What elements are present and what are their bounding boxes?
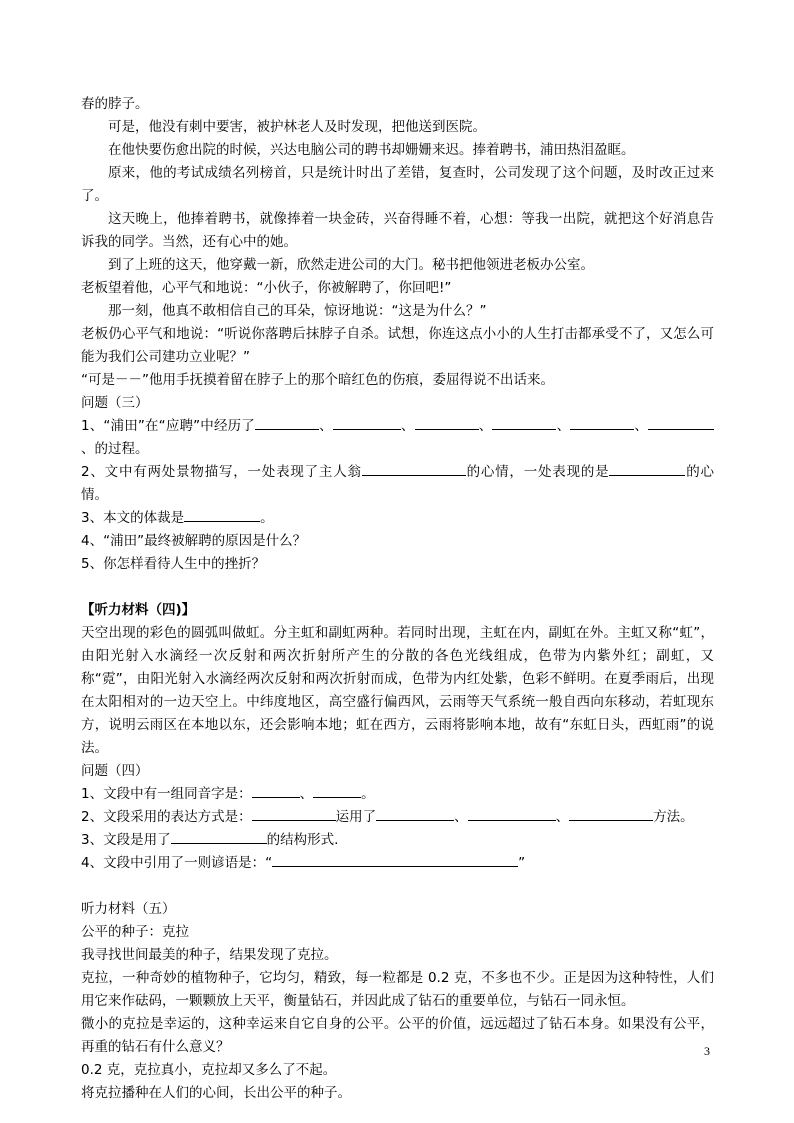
q4-q1-part-b: 。 [361, 786, 375, 802]
answer-blank[interactable] [362, 461, 466, 476]
answer-blank[interactable] [376, 806, 454, 821]
section-gap [81, 875, 714, 898]
q4-q1-part-a: 1、文段中有一组同音字是： [81, 786, 252, 802]
q4-question-2 [81, 806, 714, 829]
story-paragraph: 这天晚上，他捧着聘书，就像捧着一块金砖，兴奋得睡不着，心想：等我一出院，就把这个好消息告诉我的同学。当然，还有心中的她。 [81, 211, 714, 250]
q4-question-1 [81, 783, 714, 806]
q3-heading: 问题（三） [81, 395, 149, 411]
answer-blank[interactable] [313, 783, 361, 798]
page-content [81, 93, 714, 1105]
answer-blank[interactable] [570, 415, 634, 430]
material-5-line: 我寻找世间最美的种子，结果发现了克拉。 [81, 947, 338, 963]
q3-question-2 [81, 461, 714, 507]
material-4-text: 天空出现的彩色的圆弧叫做虹。分主虹和副虹两种。若同时出现，主虹在内，副虹在外。主虹又称“虹”，由阳光射入水滴经一次反射和两次折射所产生的分散的各色光线组成，色带为内紫外红；副虹，又称“霓”，由阳光射入水滴经两次反射和两次折射而成，色带为内红处紫，色彩不鲜明。在夏季雨后，出现在太阳相对的一边天空上。中纬度地区，高空盛行偏西风，云雨等天气系统一般自西向东移动，若虹现东方，说明云雨区在本地以东，还会影响本地；虹在西方，云雨将影响本地，故有“东虹日头，西虹雨”的说法。 [81, 625, 714, 756]
material-5-line: 克拉，一种奇妙的植物种子，它均匀，精致，每一粒都是 0.2 克，不多也不少。正是因为这种特性，人们用它来作砝码，一颗颗放上天平，衡量钻石，并因此成了钻石的重要单位，与钻石一同永恒。 [81, 970, 714, 1009]
q3-q2-part-a: 2、文中有两处景物描写，一处表现了主人翁 [81, 464, 362, 480]
answer-blank[interactable] [609, 461, 685, 476]
separator: 、 [555, 809, 570, 825]
story-paragraph: 老板望着他，心平气和地说：“小伙子，你被解聘了，你回吧!” [81, 280, 452, 296]
q4-question-3 [81, 829, 714, 852]
q3-q3-part-a: 3、本文的体裁是 [81, 510, 185, 526]
story-section [81, 93, 714, 392]
answer-blank[interactable] [468, 806, 556, 821]
q4-q4-part-b: ” [518, 855, 526, 871]
q4-q3-part-a: 3、文段是用了 [81, 832, 171, 848]
q3-q1-suffix: 的过程。 [94, 441, 149, 457]
answer-blank[interactable] [333, 415, 401, 430]
material-5-line: 公平的种子：克拉 [81, 924, 189, 940]
q3-question-1 [81, 415, 714, 461]
q4-q2-part-b: 运用了 [335, 809, 377, 825]
material-5-line: 0.2 克，克拉真小，克拉却又多么了不起。 [81, 1062, 337, 1078]
answer-blank[interactable] [252, 783, 300, 798]
q3-question-5: 5、你怎样看待人生中的挫折？ [81, 556, 266, 572]
separator: 、 [556, 418, 571, 434]
material-5-line: 将克拉播种在人们的心间，长出公平的种子。 [81, 1085, 351, 1101]
story-paragraph: 那一刻，他真不敢相信自己的耳朵，惊讶地说：“这是为什么？” [108, 303, 487, 319]
story-paragraph: 可是，他没有刺中要害，被护林老人及时发现，把他送到医院。 [108, 119, 486, 135]
material-5-heading: 听力材料（五） [81, 901, 176, 917]
page-number: 3 [704, 1044, 710, 1058]
q4-q2-part-c: 方法。 [653, 809, 694, 825]
material-5-text [81, 921, 714, 1105]
material-4-heading: 【听力材料（四)】 [81, 602, 196, 618]
q3-q1-prefix: 1、“浦田”在“应聘”中经历了 [81, 418, 255, 434]
q3-q2-part-b: 的心情，一处表现的是 [465, 464, 610, 480]
q4-q3-part-b: 的结构形式. [266, 832, 339, 848]
q4-question-4 [81, 852, 714, 875]
section-gap [81, 576, 714, 599]
material-5-line: 微小的克拉是幸运的，这种幸运来自它自身的公平。公平的价值，远远超过了钻石本身。如果没有公平，再重的钻石有什么意义？ [81, 1016, 714, 1055]
story-paragraph: 春的脖子。 [81, 96, 149, 112]
q3-q3-part-b: 。 [260, 510, 274, 526]
separator: 、 [634, 418, 649, 434]
answer-blank[interactable] [415, 415, 479, 430]
q3-question-4: 4、“浦田”最终被解聘的原因是什么？ [81, 533, 307, 549]
answer-blank[interactable] [492, 415, 556, 430]
story-paragraph: 老板仍心平气和地说：“听说你落聘后抹脖子自杀。试想，你连这点小小的人生打击都承受不了，又怎么可能为我们公司建功立业呢？” [81, 326, 714, 365]
q4-heading: 问题（四） [81, 763, 149, 779]
story-paragraph: 在他快要伤愈出院的时候，兴达电脑公司的聘书却姗姗来迟。捧着聘书，浦田热泪盈眶。 [108, 142, 635, 158]
story-paragraph: 原来，他的考试成绩名列榜首，只是统计时出了差错，复查时，公司发现了这个问题，及时改正过来了。 [81, 165, 714, 204]
separator: 、 [454, 809, 468, 825]
story-paragraph: “可是－－”他用手抚摸着留在脖子上的那个暗红色的伤痕，委屈得说不出话来。 [81, 372, 554, 388]
q4-q2-part-a: 2、文段采用的表达方式是： [81, 809, 252, 825]
answer-blank[interactable] [569, 806, 653, 821]
answer-blank[interactable] [648, 415, 714, 430]
answer-blank[interactable] [171, 829, 267, 844]
answer-blank[interactable] [252, 806, 336, 821]
separator: 、 [318, 418, 333, 434]
q3-question-3 [81, 507, 714, 530]
separator: 、 [299, 786, 314, 802]
separator: 、 [478, 418, 493, 434]
separator: 、 [400, 418, 415, 434]
answer-blank[interactable] [255, 415, 319, 430]
answer-blank[interactable] [184, 507, 260, 522]
q3-q2-part-c: 的心情。 [81, 464, 715, 503]
answer-blank[interactable] [272, 852, 518, 867]
separator: 、 [81, 441, 95, 457]
q4-q4-part-a: 4、文段中引用了一则谚语是：“ [81, 855, 273, 871]
story-paragraph: 到了上班的这天，他穿戴一新，欣然走进公司的大门。秘书把他领进老板办公室。 [108, 257, 594, 273]
